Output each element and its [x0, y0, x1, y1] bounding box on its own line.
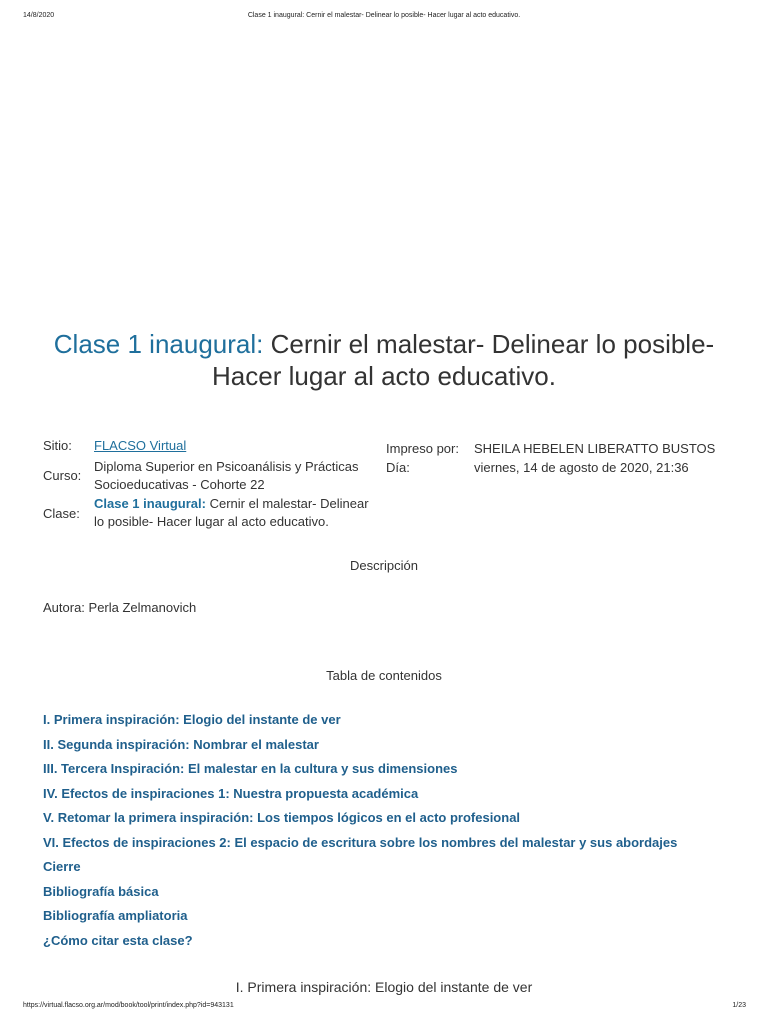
toc-item[interactable]: Cierre — [43, 859, 81, 874]
dia-value: viernes, 14 de agosto de 2020, 21:36 — [474, 460, 689, 475]
clase-line1-rest: Cernir el malestar- Delinear — [205, 496, 369, 511]
title-accent: Clase 1 inaugural: — [53, 329, 264, 359]
clase-line2: lo posible- Hacer lugar al acto educativo. — [94, 514, 329, 529]
toc-item[interactable]: IV. Efectos de inspiraciones 1: Nuestra propuesta académica — [43, 785, 419, 801]
curso-line1: Diploma Superior en Psicoanálisis y Prácticas — [94, 459, 359, 474]
page-title — [30, 328, 738, 392]
clase-label: Clase: — [43, 506, 80, 521]
sitio-label: Sitio: — [43, 438, 72, 453]
curso-label: Curso: — [43, 468, 82, 483]
title-line2: Hacer lugar al acto educativo. — [212, 361, 556, 391]
title-line1: Cernir el malestar- Delinear lo posible- — [263, 329, 715, 359]
toc-item[interactable]: ¿Cómo citar esta clase? — [43, 932, 193, 948]
sitio-link[interactable]: FLACSO Virtual — [94, 438, 187, 453]
toc-item[interactable]: II. Segunda inspiración: Nombrar el malestar — [43, 736, 319, 752]
section-heading: I. Primera inspiración: Elogio del instante de ver — [235, 979, 533, 995]
toc-item[interactable]: Bibliografía ampliatoria — [43, 908, 188, 923]
print-url: https://virtual.flacso.org.ar/mod/book/tool/print/index.php?id=943131 — [23, 1002, 234, 1009]
print-date: 14/8/2020 — [23, 12, 55, 19]
impreso-label: Impreso por: — [386, 441, 459, 456]
toc-item[interactable]: I. Primera inspiración: Elogio del instante de ver — [43, 712, 341, 727]
table-of-contents — [43, 711, 677, 956]
author: Autora: Perla Zelmanovich — [43, 600, 197, 615]
toc-item[interactable]: VI. Efectos de inspiraciones 2: El espacio de escritura sobre los nombres del malestar y sus abordajes — [43, 834, 678, 850]
impreso-value: SHEILA HEBELEN LIBERATTO BUSTOS — [474, 441, 716, 456]
toc-item[interactable]: III. Tercera Inspiración: El malestar en la cultura y sus dimensiones — [43, 761, 458, 776]
dia-label: Día: — [386, 460, 410, 475]
print-page-number: 1/23 — [732, 1002, 746, 1009]
clase-bold: Clase 1 inaugural: — [94, 496, 206, 511]
toc-label: Tabla de contenidos — [326, 668, 442, 683]
descripcion-label: Descripción — [350, 558, 418, 573]
clase-line1 — [94, 495, 369, 513]
curso-line2: Socioeducativas - Cohorte 22 — [94, 477, 265, 492]
toc-item[interactable]: Bibliografía básica — [43, 883, 159, 899]
toc-item[interactable]: V. Retomar la primera inspiración: Los tiempos lógicos en el acto profesional — [43, 810, 521, 825]
print-title: Clase 1 inaugural: Cernir el malestar- Delinear lo posible- Hacer lugar al acto educativo. — [247, 12, 521, 19]
